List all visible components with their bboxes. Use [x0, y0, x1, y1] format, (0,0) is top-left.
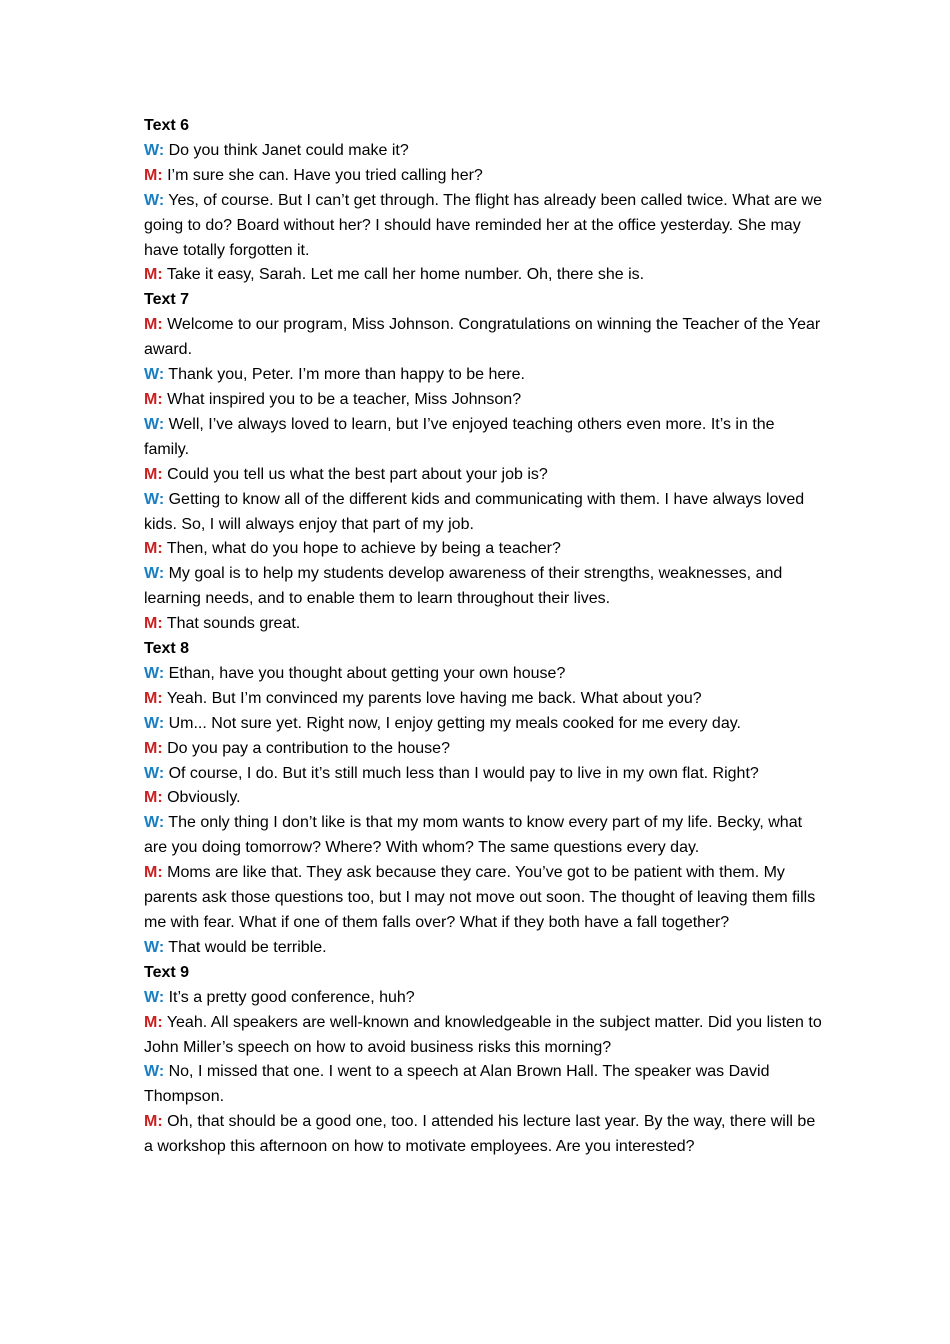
dialogue-line	[144, 811, 824, 861]
dialogue-text: Ethan, have you thought about getting your own house?	[168, 664, 566, 682]
dialogue-line	[144, 313, 824, 363]
dialogue-line	[144, 861, 824, 936]
speaker-label: M:	[144, 266, 163, 284]
speaker-label: M:	[144, 540, 163, 558]
dialogue-text: Oh, that should be a good one, too. I attended his lecture last year. By the way, there will be a workshop this afternoon on how to motivate employees. Are you interested?	[144, 1113, 816, 1156]
dialogue-text: Of course, I do. But it’s still much less than I would pay to live in my own flat. Right?	[168, 764, 759, 782]
dialogue-text: It’s a pretty good conference, huh?	[168, 988, 415, 1006]
dialogue-line	[144, 189, 824, 264]
speaker-label: M:	[144, 166, 163, 184]
dialogue-text: Obviously.	[167, 789, 241, 807]
speaker-label: W:	[144, 664, 165, 682]
dialogue-text: Thank you, Peter. I’m more than happy to be here.	[168, 366, 525, 384]
speaker-label: W:	[144, 764, 165, 782]
dialogue-line	[144, 612, 824, 637]
dialogue-text: I’m sure she can. Have you tried calling her?	[167, 166, 483, 184]
section-heading: Text 7	[144, 291, 190, 309]
dialogue-text: Um... Not sure yet. Right now, I enjoy getting my meals cooked for me every day.	[168, 714, 741, 732]
dialogue-line	[144, 263, 824, 288]
dialogue-line	[144, 463, 824, 488]
dialogue-text: Welcome to our program, Miss Johnson. Congratulations on winning the Teacher of the Year award.	[144, 316, 821, 359]
dialogue-line	[144, 363, 824, 388]
dialogue-text: Yes, of course. But I can’t get through. The flight has already been called twice. What are we going to do? Board without her? I should have reminded her at the office yesterday. She may have totally forgotten it.	[144, 191, 823, 259]
dialogue-text: Yeah. But I’m convinced my parents love having me back. What about you?	[166, 689, 702, 707]
section-heading: Text 9	[144, 963, 190, 981]
dialogue-line	[144, 986, 824, 1011]
dialogue-text: The only thing I don’t like is that my mom wants to know every part of my life. Becky, what are you doing tomorrow? Where? With whom? The same questions every day.	[144, 814, 803, 857]
speaker-label: M:	[144, 1013, 163, 1031]
speaker-label: W:	[144, 490, 165, 508]
speaker-label: M:	[144, 615, 163, 633]
dialogue-text: That sounds great.	[166, 615, 301, 633]
dialogue-line	[144, 1110, 824, 1160]
dialogue-line	[144, 139, 824, 164]
speaker-label: W:	[144, 814, 165, 832]
dialogue-text: Yeah. All speakers are well-known and knowledgeable in the subject matter. Did you listen to John Miller’s speech on how to avoid business risks this morning?	[144, 1013, 822, 1056]
speaker-label: M:	[144, 1113, 163, 1131]
dialogue-text: Could you tell us what the best part about your job is?	[167, 465, 548, 483]
dialogue-text: Take it easy, Sarah. Let me call her home number. Oh, there she is.	[166, 266, 645, 284]
dialogue-line	[144, 562, 824, 612]
speaker-label: M:	[144, 789, 163, 807]
speaker-label: W:	[144, 1063, 165, 1081]
speaker-label: W:	[144, 988, 165, 1006]
dialogue-text: Well, I’ve always loved to learn, but I’ve enjoyed teaching others even more. It’s in the family.	[144, 415, 775, 458]
dialogue-line	[144, 1060, 824, 1110]
speaker-label: W:	[144, 366, 165, 384]
dialogue-line	[144, 1011, 824, 1061]
speaker-label: M:	[144, 864, 163, 882]
dialogue-line	[144, 413, 824, 463]
section-heading: Text 6	[144, 117, 190, 134]
dialogue-text: My goal is to help my students develop awareness of their strengths, weaknesses, and learning needs, and to enable them to learn throughout their lives.	[144, 565, 783, 608]
dialogue-line	[144, 488, 824, 538]
speaker-label: W:	[144, 141, 165, 159]
speaker-label: M:	[144, 465, 163, 483]
dialogue-text: Do you pay a contribution to the house?	[167, 739, 450, 757]
dialogue-line	[144, 712, 824, 737]
speaker-label: W:	[144, 565, 165, 583]
dialogue-text: Moms are like that. They ask because they care. You’ve got to be patient with them. My parents ask those questions too, but I may not move out soon. The thought of leaving them fills me with fear. What if one of them falls over? What if they both have a fall together?	[144, 864, 816, 931]
dialogue-text: No, I missed that one. I went to a speech at Alan Brown Hall. The speaker was David Thompson.	[144, 1063, 770, 1106]
dialogue-text: Getting to know all of the different kids and communicating with them. I have always loved kids. So, I will always enjoy that part of my job.	[144, 490, 805, 533]
dialogue-line	[144, 388, 824, 413]
document-page	[144, 114, 824, 1160]
dialogue-line	[144, 786, 824, 811]
dialogue-text: Do you think Janet could make it?	[168, 141, 409, 159]
dialogue-line	[144, 762, 824, 787]
speaker-label: W:	[144, 191, 165, 209]
dialogue-line	[144, 662, 824, 687]
dialogue-text: That would be terrible.	[168, 938, 327, 956]
dialogue-line	[144, 936, 824, 961]
section-heading: Text 8	[144, 640, 190, 658]
dialogue-line	[144, 164, 824, 189]
speaker-label: W:	[144, 415, 165, 433]
speaker-label: M:	[144, 689, 163, 707]
speaker-label: W:	[144, 938, 165, 956]
dialogue-line	[144, 537, 824, 562]
speaker-label: M:	[144, 316, 163, 334]
dialogue-text: Then, what do you hope to achieve by being a teacher?	[166, 540, 561, 558]
dialogue-text: What inspired you to be a teacher, Miss Johnson?	[167, 390, 522, 408]
speaker-label: W:	[144, 714, 165, 732]
speaker-label: M:	[144, 390, 163, 408]
dialogue-line	[144, 687, 824, 712]
dialogue-line	[144, 737, 824, 762]
speaker-label: M:	[144, 739, 163, 757]
